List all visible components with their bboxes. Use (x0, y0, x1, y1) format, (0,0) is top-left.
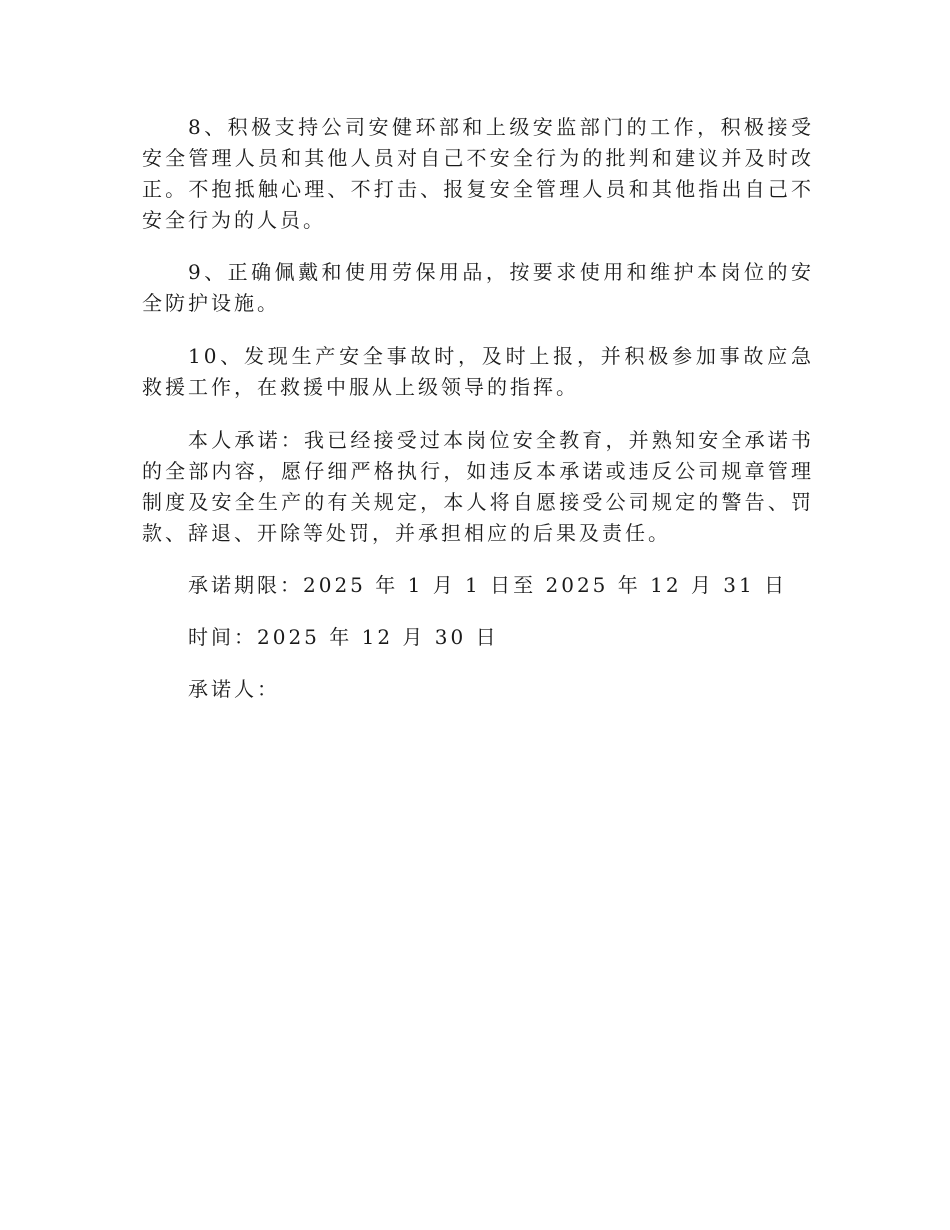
commitment-period: 承诺期限：2025 年 1 月 1 日至 2025 年 12 月 31 日 (188, 573, 788, 597)
signatory-label: 承诺人： (188, 677, 280, 701)
clause-8: 8、积极支持公司安健环部和上级安监部门的工作，积极接受安全管理人员和其他人员对自己不安全行为的批判和建议并及时改正。不抱抵触心理、不打击、报复安全管理人员和其他指出自己不安全行为的人员。 (142, 115, 814, 232)
clause-10: 10、发现生产安全事故时，及时上报，并积极参加事故应急救援工作，在救援中服从上级领导的指挥。 (142, 344, 814, 399)
commitment-statement: 本人承诺：我已经接受过本岗位安全教育，并熟知安全承诺书的全部内容，愿仔细严格执行，如违反本承诺或违反公司规章管理制度及安全生产的有关规定，本人将自愿接受公司规定的警告、罚款、辞退、开除等处罚，并承担相应的后果及责任。 (142, 428, 814, 545)
clause-9: 9、正确佩戴和使用劳保用品，按要求使用和维护本岗位的安全防护设施。 (142, 260, 814, 315)
commitment-date: 时间：2025 年 12 月 30 日 (188, 625, 499, 649)
document-body (142, 112, 814, 705)
